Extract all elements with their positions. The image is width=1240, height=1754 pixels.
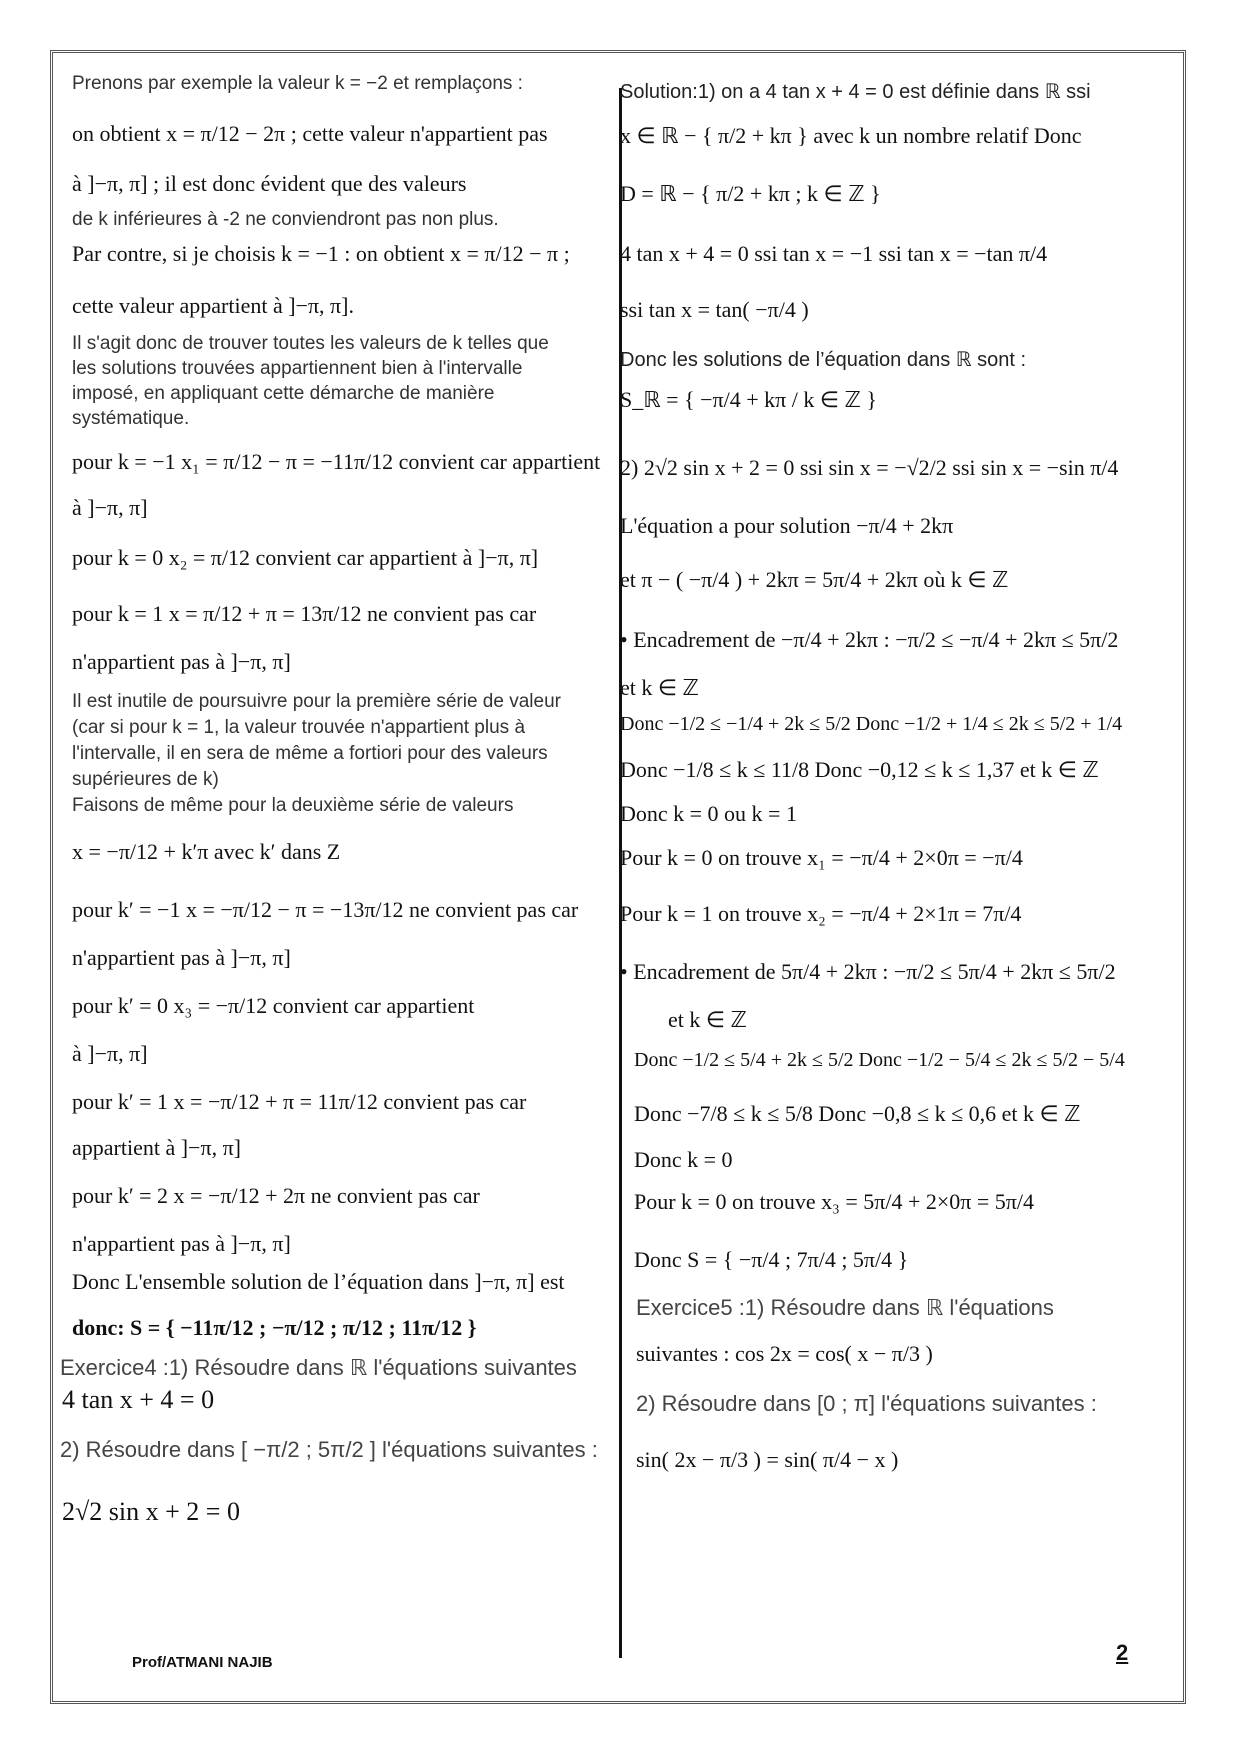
text-line: Donc −1/2 ≤ −1/4 + 2k ≤ 5/2 Donc −1/2 + 1/4 ≤ 2k ≤ 5/2 + 1/4	[620, 713, 1123, 735]
text-line: pour k′ = 2 x = −π/12 + 2π ne convient pas car	[72, 1183, 480, 1208]
text-line: • Encadrement de −π/4 + 2kπ : −π/2 ≤ −π/4 + 2kπ ≤ 5π/2	[620, 627, 1119, 652]
text-line: Donc L'ensemble solution de l’équation dans ]−π, π] est	[72, 1269, 565, 1294]
text-line: et k ∈ ℤ	[620, 675, 699, 700]
text-line: Donc S = { −π/4 ; 7π/4 ; 5π/4 }	[634, 1247, 909, 1272]
text-line: 2) 2√2 sin x + 2 = 0 ssi sin x = −√2/2 ssi sin x = −sin π/4	[620, 455, 1119, 480]
text-line: n'appartient pas à ]−π, π]	[72, 649, 291, 674]
text-line: L'équation a pour solution −π/4 + 2kπ	[620, 513, 954, 538]
text-line: Pour k = 0 on trouve x₁ = −π/4 + 2×0π = −π/4	[620, 845, 1023, 870]
text-line: et k ∈ ℤ	[668, 1007, 747, 1032]
exercise4-question-2: 2) Résoudre dans [ −π/2 ; 5π/2 ] l'équations suivantes :	[60, 1437, 598, 1462]
text-line: pour k′ = 1 x = −π/12 + π = 11π/12 convient pas car	[72, 1089, 527, 1114]
text-line: on obtient x = π/12 − 2π ; cette valeur n'appartient pas	[72, 121, 548, 146]
text-line: pour k′ = −1 x = −π/12 − π = −13π/12 ne convient pas car	[72, 897, 579, 922]
text-line: Pour k = 0 on trouve x₃ = 5π/4 + 2×0π = 5π/4	[634, 1189, 1035, 1214]
text-line: et π − ( −π/4 ) + 2kπ = 5π/4 + 2kπ où k ∈ ℤ	[620, 567, 1009, 592]
text-line: systématique.	[72, 408, 190, 429]
text-line: n'appartient pas à ]−π, π]	[72, 1231, 291, 1256]
text-line: Il s'agit donc de trouver toutes les valeurs de k telles que	[72, 333, 549, 354]
text-line: x ∈ ℝ − { π/2 + kπ } avec k un nombre relatif Donc	[620, 123, 1082, 148]
text-line: Faisons de même pour la deuxième série de valeurs	[72, 795, 514, 816]
text-line: Pour k = 1 on trouve x₂ = −π/4 + 2×1π = 7π/4	[620, 901, 1022, 926]
text-line: Donc −1/2 ≤ 5/4 + 2k ≤ 5/2 Donc −1/2 − 5/4 ≤ 2k ≤ 5/2 − 5/4	[634, 1049, 1125, 1071]
text-line: à ]−π, π]	[72, 495, 148, 520]
text-line: pour k = 0 x₂ = π/12 convient car appartient à ]−π, π]	[72, 545, 539, 570]
text-line: donc: S = { −11π/12 ; −π/12 ; π/12 ; 11π/12 }	[72, 1315, 477, 1340]
text-line: les solutions trouvées appartiennent bien à l'intervalle	[72, 358, 523, 379]
text-line: pour k′ = 0 x₃ = −π/12 convient car appartient	[72, 993, 475, 1018]
exercise5-equation-2: sin( 2x − π/3 ) = sin( π/4 − x )	[636, 1447, 899, 1472]
text-line: x = −π/12 + k′π avec k′ dans Z	[72, 839, 341, 864]
text-line: Donc −1/8 ≤ k ≤ 11/8 Donc −0,12 ≤ k ≤ 1,37 et k ∈ ℤ	[620, 757, 1099, 782]
footer-author: Prof/ATMANI NAJIB	[132, 1654, 273, 1671]
text-line: Donc k = 0	[634, 1147, 733, 1172]
text-line: Donc k = 0 ou k = 1	[620, 801, 797, 826]
exercise4-equation-1: 4 tan x + 4 = 0	[62, 1385, 215, 1414]
text-line: n'appartient pas à ]−π, π]	[72, 945, 291, 970]
text-line: supérieures de k)	[72, 769, 219, 790]
text-line: cette valeur appartient à ]−π, π].	[72, 293, 354, 318]
text-line: 4 tan x + 4 = 0 ssi tan x = −1 ssi tan x = −tan π/4	[620, 241, 1048, 266]
text-line: Donc les solutions de l’équation dans ℝ sont :	[620, 349, 1027, 371]
text-line: imposé, en appliquant cette démarche de manière	[72, 383, 495, 404]
exercise4-equation-2: 2√2 sin x + 2 = 0	[62, 1497, 240, 1526]
text-line: à ]−π, π]	[72, 1041, 148, 1066]
exercise5-question-2: 2) Résoudre dans [0 ; π] l'équations suivantes :	[636, 1391, 1097, 1416]
text-line: (car si pour k = 1, la valeur trouvée n'appartient plus à	[72, 717, 526, 738]
exercise5-line-2: suivantes : cos 2x = cos( x − π/3 )	[636, 1341, 933, 1366]
text-line: D = ℝ − { π/2 + kπ ; k ∈ ℤ }	[620, 181, 881, 206]
text-line: l'intervalle, il en sera de même a fortiori pour des valeurs	[72, 743, 548, 764]
column-divider	[619, 88, 622, 1658]
text-line: Il est inutile de poursuivre pour la première série de valeur	[72, 691, 561, 712]
text-line: pour k = −1 x₁ = π/12 − π = −11π/12 convient car appartient	[72, 449, 601, 474]
text-line: Par contre, si je choisis k = −1 : on obtient x = π/12 − π ;	[72, 241, 570, 266]
text-line: ssi tan x = tan( −π/4 )	[620, 297, 809, 322]
text-line: • Encadrement de 5π/4 + 2kπ : −π/2 ≤ 5π/4 + 2kπ ≤ 5π/2	[620, 959, 1116, 984]
exercise4-title: Exercice4 :1) Résoudre dans ℝ l'équations suivantes	[60, 1355, 577, 1380]
text-line: appartient à ]−π, π]	[72, 1135, 241, 1160]
text-line: Donc −7/8 ≤ k ≤ 5/8 Donc −0,8 ≤ k ≤ 0,6 et k ∈ ℤ	[634, 1101, 1081, 1126]
page-number: 2	[1116, 1640, 1129, 1665]
text-line: S_ℝ = { −π/4 + kπ / k ∈ ℤ }	[620, 387, 877, 412]
solution-heading: Solution:1) on a 4 tan x + 4 = 0 est définie dans ℝ ssi	[620, 81, 1091, 103]
text-line: pour k = 1 x = π/12 + π = 13π/12 ne convient pas car	[72, 601, 537, 626]
exercise5-title: Exercice5 :1) Résoudre dans ℝ l'équations	[636, 1295, 1054, 1320]
text-line: de k inférieures à -2 ne conviendront pas non plus.	[72, 209, 499, 230]
text-line: à ]−π, π] ; il est donc évident que des valeurs	[72, 171, 467, 196]
text-line: Prenons par exemple la valeur k = −2 et remplaçons :	[72, 73, 523, 94]
